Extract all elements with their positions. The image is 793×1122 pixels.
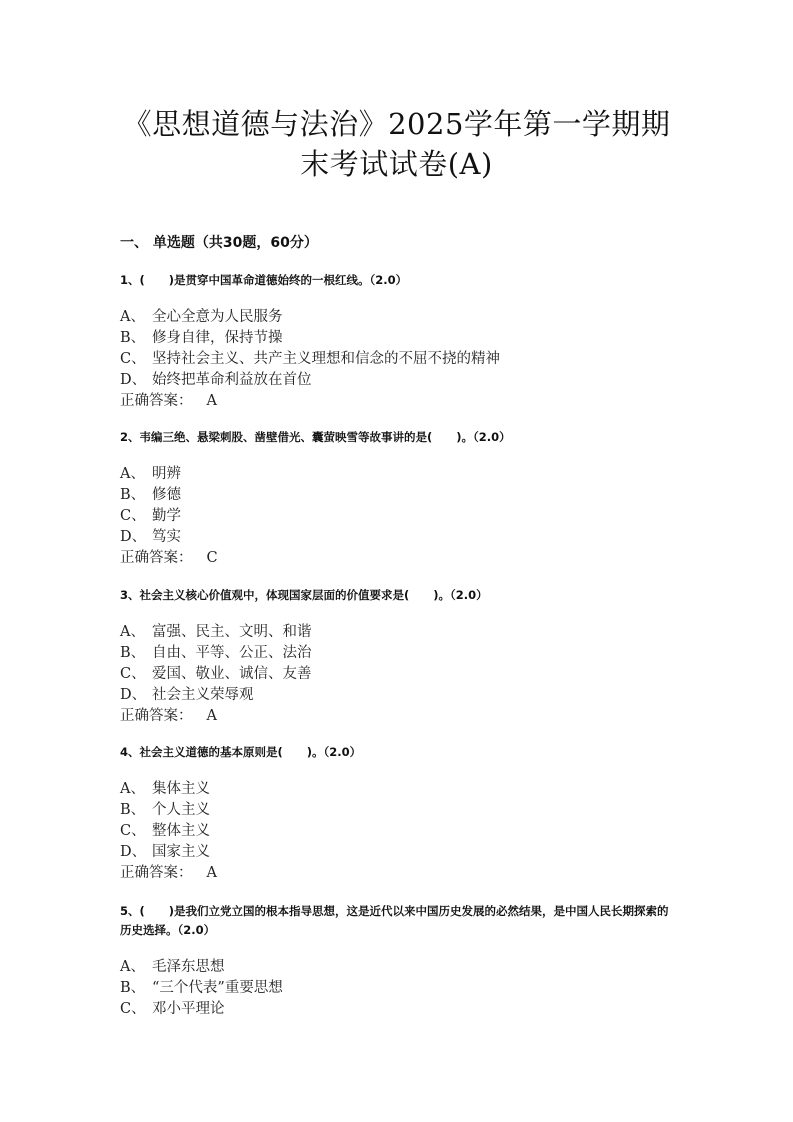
option-text: 毛泽东思想 (152, 959, 225, 975)
option-a (120, 779, 680, 800)
option-letter: A、 (120, 959, 145, 975)
option-b (120, 328, 680, 349)
option-text: 整体主义 (152, 823, 210, 839)
answer-label: 正确答案： (120, 393, 193, 409)
document-title-line-1: 《思想道德与法治》2025学年第一学期期 (122, 107, 671, 141)
answer-label: 正确答案： (120, 550, 193, 566)
answer-value: A (206, 708, 217, 724)
option-text: 修德 (152, 487, 181, 503)
option-c (120, 821, 680, 842)
option-list (120, 779, 680, 884)
option-text: 全心全意为人民服务 (152, 309, 283, 325)
question-stem: 1、( )是贯穿中国革命道德始终的一根红线。（2.0） (120, 273, 408, 287)
option-letter: A、 (120, 309, 145, 325)
option-letter: C、 (120, 508, 146, 524)
question-3 (120, 586, 680, 727)
option-letter: C、 (120, 823, 146, 839)
option-text: 明辨 (152, 466, 181, 482)
question-stem: 3、社会主义核心价值观中，体现国家层面的价值要求是( )。（2.0） (120, 588, 488, 602)
option-d (120, 527, 680, 548)
option-letter: C、 (120, 1001, 146, 1017)
option-letter: C、 (120, 666, 146, 682)
option-text: 自由、平等、公正、法治 (152, 645, 312, 661)
option-text: 国家主义 (152, 844, 210, 860)
question-4 (120, 743, 680, 884)
option-a (120, 622, 680, 643)
option-c (120, 664, 680, 685)
option-letter: A、 (120, 624, 145, 640)
option-d (120, 370, 680, 391)
question-stem: 5、( )是我们立党立国的根本指导思想，这是近代以来中国历史发展的必然结果，是中国人民长期探索的历史选择。（2.0） (120, 904, 669, 937)
option-text: 爱国、敬业、诚信、友善 (152, 666, 312, 682)
question-stem: 4、社会主义道德的基本原则是( )。（2.0） (120, 745, 362, 759)
option-letter: D、 (120, 529, 147, 545)
question-1 (120, 271, 680, 412)
question-stem: 2、韦编三绝、悬梁刺股、凿壁借光、囊萤映雪等故事讲的是( )。（2.0） (120, 430, 511, 444)
option-d (120, 685, 680, 706)
option-text: 集体主义 (152, 781, 210, 797)
document-title-line-2: 末考试试卷(A) (300, 147, 493, 181)
answer-value: C (206, 550, 218, 566)
correct-answer (120, 863, 680, 884)
answer-value: A (206, 393, 217, 409)
option-b (120, 978, 680, 999)
option-text: 笃实 (152, 529, 181, 545)
option-d (120, 842, 680, 863)
option-list (120, 464, 680, 569)
option-letter: D、 (120, 372, 147, 388)
option-c (120, 349, 680, 370)
option-letter: D、 (120, 687, 147, 703)
option-text: “三个代表”重要思想 (152, 980, 283, 996)
option-text: 个人主义 (152, 802, 210, 818)
option-b (120, 485, 680, 506)
option-letter: A、 (120, 466, 145, 482)
option-letter: A、 (120, 781, 145, 797)
option-text: 富强、民主、文明、和谐 (152, 624, 312, 640)
option-text: 社会主义荣辱观 (152, 687, 254, 703)
section-heading: 一、 单选题（共30题，60分） (120, 235, 318, 251)
option-list (120, 622, 680, 727)
option-a (120, 957, 680, 978)
option-a (120, 307, 680, 328)
option-letter: B、 (120, 802, 146, 818)
option-letter: C、 (120, 351, 146, 367)
question-5 (120, 902, 680, 1020)
option-letter: B、 (120, 487, 146, 503)
correct-answer (120, 548, 680, 569)
answer-label: 正确答案： (120, 708, 193, 724)
option-text: 坚持社会主义、共产主义理想和信念的不屈不挠的精神 (152, 351, 500, 367)
option-letter: B、 (120, 980, 146, 996)
correct-answer (120, 391, 680, 412)
answer-label: 正确答案： (120, 865, 193, 881)
option-list (120, 957, 680, 1020)
option-b (120, 643, 680, 664)
question-2 (120, 428, 680, 569)
option-b (120, 800, 680, 821)
answer-value: A (206, 865, 217, 881)
option-letter: B、 (120, 645, 146, 661)
option-c (120, 999, 680, 1020)
option-a (120, 464, 680, 485)
option-c (120, 506, 680, 527)
option-letter: B、 (120, 330, 146, 346)
option-text: 修身自律，保持节操 (152, 330, 283, 346)
option-text: 勤学 (152, 508, 181, 524)
option-text: 始终把革命利益放在首位 (152, 372, 312, 388)
option-text: 邓小平理论 (152, 1001, 225, 1017)
option-list (120, 307, 680, 412)
correct-answer (120, 706, 680, 727)
option-letter: D、 (120, 844, 147, 860)
